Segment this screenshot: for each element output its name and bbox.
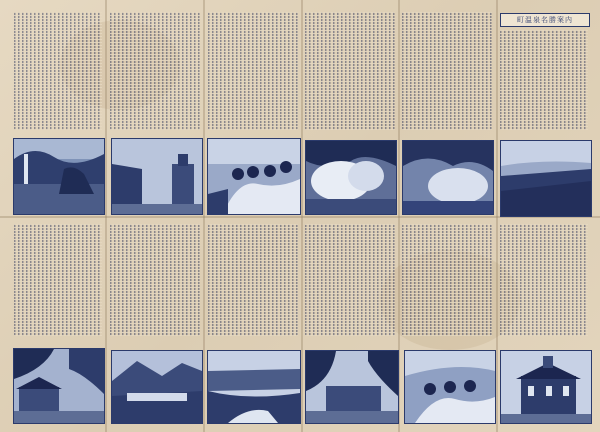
photo-tower-building	[111, 138, 203, 215]
article-text-block	[14, 12, 102, 130]
photo-western-building	[500, 350, 592, 424]
article-text-block	[402, 224, 492, 336]
photo-caption	[500, 339, 588, 345]
photo-women-group	[207, 138, 301, 215]
photo-river-town	[207, 350, 301, 424]
photo-caption	[112, 339, 200, 345]
article-text-block	[305, 12, 395, 130]
photo-caption	[14, 339, 102, 345]
photo-caption	[112, 131, 200, 137]
photo-caption	[500, 131, 588, 137]
photo-steam-trees	[402, 140, 494, 215]
article-text-block	[208, 224, 298, 336]
article-text-block	[14, 224, 102, 336]
article-text-block	[110, 224, 200, 336]
photo-caption	[208, 339, 296, 345]
article-text-block	[208, 12, 298, 130]
photo-coastal-town	[500, 140, 592, 217]
photo-women-outdoors	[404, 350, 496, 424]
article-text-block	[500, 30, 588, 130]
photo-village-valley	[111, 350, 203, 424]
article-text-block	[110, 12, 200, 130]
photo-caption	[306, 339, 394, 345]
photo-caption	[14, 131, 102, 137]
photo-large-building	[305, 350, 399, 424]
photo-caption	[403, 131, 491, 137]
article-text-block	[305, 224, 395, 336]
photo-caption	[208, 131, 296, 137]
photo-house-trees	[13, 348, 105, 424]
photo-caption	[306, 131, 394, 137]
document-title: 町温泉名勝案内	[500, 13, 590, 27]
article-text-block	[500, 224, 588, 336]
article-text-block	[402, 12, 492, 130]
photo-garden-fountain	[13, 138, 105, 215]
photo-caption	[403, 339, 491, 345]
photo-steam-spring	[305, 140, 397, 215]
